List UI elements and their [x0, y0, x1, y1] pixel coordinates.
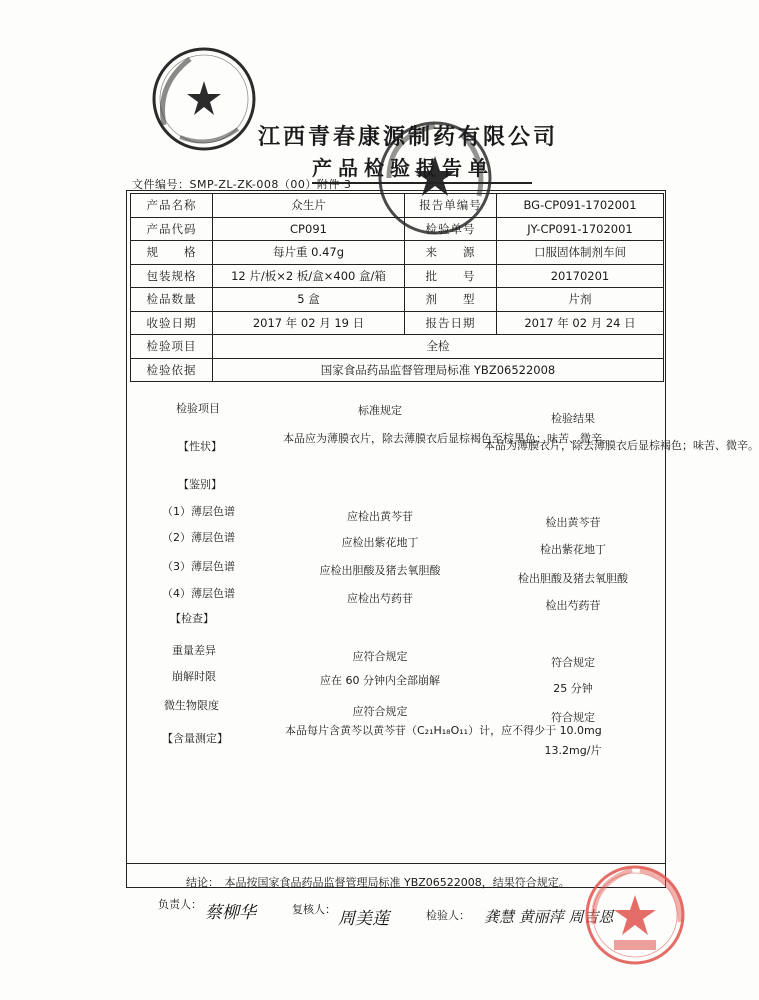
result-value: 符合规定 — [551, 656, 595, 669]
report-no-label: 报告单编号 — [405, 194, 497, 218]
inspector-signature: 龚慧 黄丽萍 周吉恩 — [484, 908, 614, 926]
company-seal-top — [150, 45, 258, 153]
responsible-signature: 蔡柳华 — [205, 903, 256, 923]
result-standard: 应检出芍药苷 — [347, 592, 413, 605]
result-item: 微生物限度 — [164, 699, 219, 712]
table-row — [131, 288, 664, 312]
table-row — [131, 311, 664, 335]
result-value: 检出紫花地丁 — [540, 543, 606, 556]
result-standard: 应检出胆酸及猪去氧胆酸 — [319, 564, 441, 577]
result-value: 检出胆酸及猪去氧胆酸 — [518, 572, 628, 585]
items-label: 检验项目 — [131, 335, 213, 359]
batch-value: 20170201 — [497, 264, 664, 288]
document-title: 产品检验报告单 — [312, 152, 532, 184]
result-standard: 应符合规定 — [352, 650, 408, 663]
result-standard: 应在 60 分钟内全部崩解 — [320, 674, 440, 687]
responsible-label: 负责人： — [158, 898, 202, 911]
source-label: 来 源 — [405, 241, 497, 265]
file-number: 文件编号：SMP-ZL-ZK-008（00）附件 3 — [132, 178, 352, 191]
column-header-item: 检验项目 — [176, 402, 220, 415]
inspection-no-label: 检验单号 — [405, 217, 497, 241]
result-value: 符合规定 — [551, 711, 595, 724]
table-row — [131, 335, 664, 359]
spec-value: 每片重 0.47g — [213, 241, 405, 265]
report-date-label: 报告日期 — [405, 311, 497, 335]
package-label: 包装规格 — [131, 264, 213, 288]
result-item: 【性状】 — [178, 440, 222, 453]
batch-label: 批 号 — [405, 264, 497, 288]
result-item: （4）薄层色谱 — [162, 587, 235, 600]
product-name-label: 产品名称 — [131, 194, 213, 218]
package-value: 12 片/板×2 板/盒×400 盒/箱 — [213, 264, 405, 288]
table-row — [131, 358, 664, 382]
table-row — [131, 194, 664, 218]
result-item: 【含量测定】 — [162, 732, 228, 745]
result-value: 检出黄芩苷 — [545, 516, 601, 529]
result-item: 崩解时限 — [172, 670, 216, 683]
conclusion-text: 结论： 本品按国家食品药品监督管理局标准 YBZ06522008，结果符合规定。 — [186, 876, 570, 889]
report-date-value: 2017 年 02 月 24 日 — [497, 311, 664, 335]
result-item: 【检查】 — [170, 612, 214, 625]
table-row — [131, 264, 664, 288]
product-code-label: 产品代码 — [131, 217, 213, 241]
spec-label: 规 格 — [131, 241, 213, 265]
result-item: （1）薄层色谱 — [162, 505, 235, 518]
result-standard: 应检出紫花地丁 — [341, 536, 419, 549]
column-header-result: 检验结果 — [551, 412, 595, 425]
source-value: 口服固体制剂车间 — [497, 241, 664, 265]
result-standard: 应符合规定 — [352, 705, 408, 718]
product-name-value: 众生片 — [213, 194, 405, 218]
company-name: 江西青春康源制药有限公司 — [258, 124, 559, 150]
product-info-table — [130, 193, 664, 382]
result-item: （2）薄层色谱 — [162, 531, 235, 544]
basis-value: 国家食品药品监督管理局标准 YBZ06522008 — [213, 358, 664, 382]
received-date-value: 2017 年 02 月 19 日 — [213, 311, 405, 335]
received-date-label: 收验日期 — [131, 311, 213, 335]
distributor-seal — [582, 862, 688, 968]
product-code-value: CP091 — [213, 217, 405, 241]
result-standard: 应检出黄芩苷 — [347, 510, 413, 523]
result-standard: 本品每片含黄芩以黄芩苷（C₂₁H₁₈O₁₁）计，应不得少于 10.0mg — [285, 724, 602, 737]
inspector-label: 检验人： — [426, 909, 470, 922]
table-row — [131, 241, 664, 265]
result-standard: 本品应为薄膜衣片，除去薄膜衣后显棕褐色至棕黑色；味苦、微辛。 — [283, 432, 613, 445]
column-header-standard: 标准规定 — [358, 404, 402, 417]
result-item: 【鉴别】 — [178, 478, 222, 491]
result-value: 检出芍药苷 — [545, 599, 601, 612]
reviewer-label: 复核人： — [292, 903, 336, 916]
result-item: 重量差异 — [172, 644, 216, 657]
items-value: 全检 — [213, 335, 664, 359]
result-item: （3）薄层色谱 — [162, 560, 235, 573]
basis-label: 检验依据 — [131, 358, 213, 382]
quantity-value: 5 盒 — [213, 288, 405, 312]
form-label: 剂 型 — [405, 288, 497, 312]
inspection-no-value: JY-CP091-1702001 — [497, 217, 664, 241]
table-row — [131, 217, 664, 241]
quantity-label: 检品数量 — [131, 288, 213, 312]
form-value: 片剂 — [497, 288, 664, 312]
result-value: 本品为薄膜衣片，除去薄膜衣后显棕褐色；味苦、微辛。 — [484, 439, 759, 452]
reviewer-signature: 周美莲 — [338, 909, 389, 929]
report-no-value: BG-CP091-1702001 — [497, 194, 664, 218]
result-value: 13.2mg/片 — [544, 744, 602, 757]
result-value: 25 分钟 — [553, 682, 593, 695]
